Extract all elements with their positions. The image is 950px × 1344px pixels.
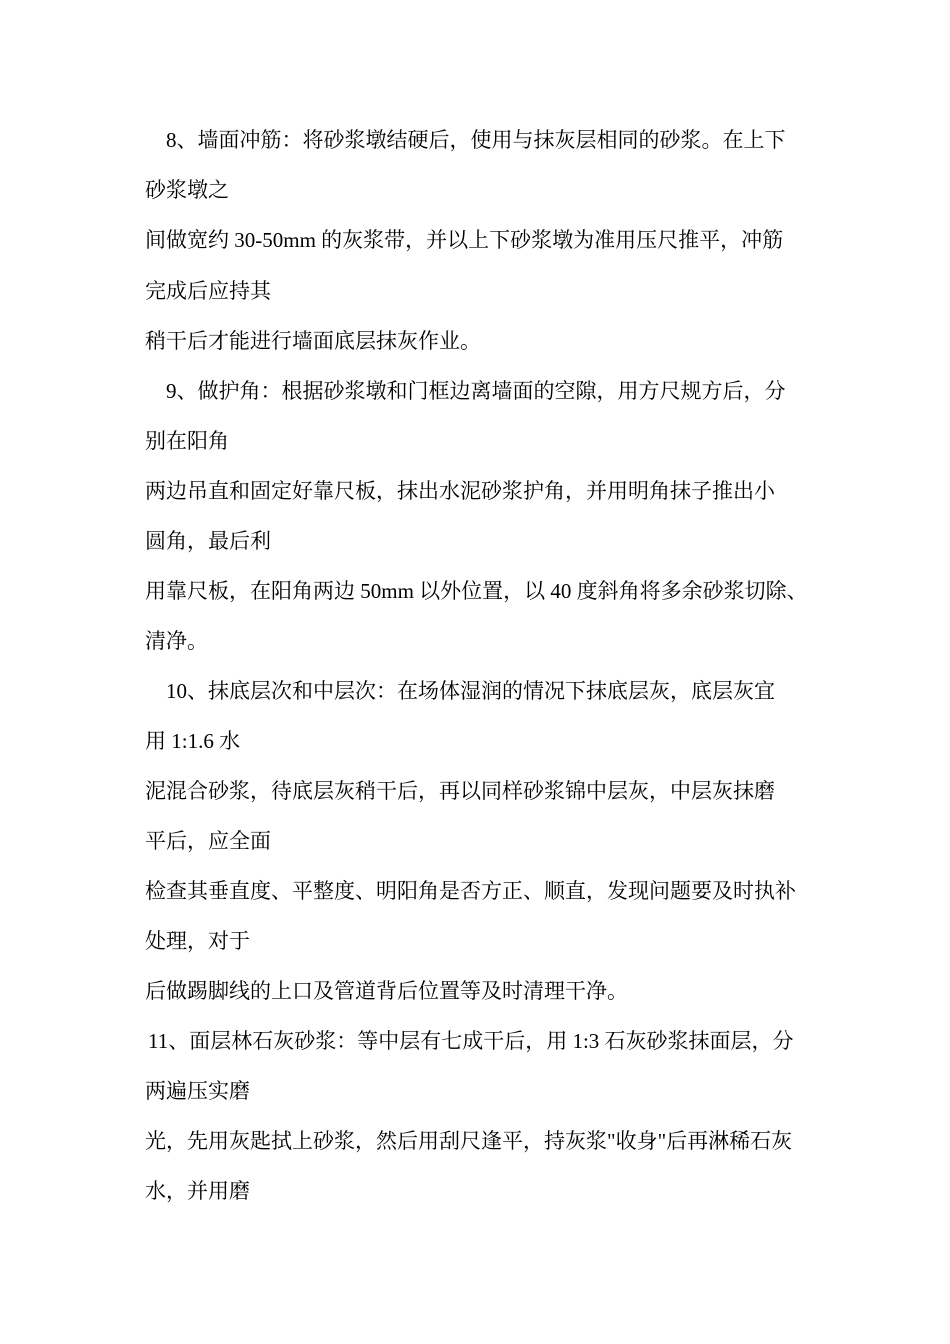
paragraph-10-line-1: 10、抹底层次和中层次：在场体湿润的情况下抹底层灰，底层灰宜 [166,679,775,703]
paragraph-10-line-2: 用 1:1.6 水 [145,729,241,753]
paragraph-9-line-4: 圆角，最后利 [145,529,271,553]
paragraph-9-line-1: 9、做护角：根据砂浆墩和门框边离墙面的空隙，用方尺规方后，分 [166,379,786,403]
paragraph-8-line-1: 8、墙面冲筋：将砂浆墩结硬后，使用与抹灰层相同的砂浆。在上下 [166,128,786,152]
paragraph-10-line-6: 处理，对于 [145,929,250,953]
paragraph-9-line-6: 清净。 [145,629,208,653]
paragraph-8-line-2: 砂浆墩之 [145,178,229,202]
paragraph-9-line-5: 用靠尺板，在阳角两边 50mm 以外位置，以 40 度斜角将多余砂浆切除、 [145,579,808,603]
paragraph-8-line-5: 稍干后才能进行墙面底层抹灰作业。 [145,329,481,353]
paragraph-10-line-3: 泥混合砂浆，待底层灰稍干后，再以同样砂浆锦中层灰，中层灰抹磨 [145,779,775,803]
paragraph-8-line-4: 完成后应持其 [145,279,271,303]
paragraph-11-line-4: 水，并用磨 [145,1179,250,1203]
paragraph-10-line-4: 平后，应全面 [145,829,271,853]
paragraph-8-line-3: 间做宽约 30-50mm 的灰浆带，并以上下砂浆墩为准用压尺推平，冲筋 [145,228,784,252]
paragraph-11-line-2: 两遍压实磨 [145,1079,250,1103]
paragraph-10-line-5: 检查其垂直度、平整度、明阳角是否方正、顺直，发现问题要及时执补 [145,879,796,903]
paragraph-11-line-3: 光，先用灰匙拭上砂浆，然后用刮尺逢平，持灰浆"收身"后再淋稀石灰 [145,1129,793,1153]
paragraph-9-line-3: 两边吊直和固定好靠尺板，抹出水泥砂浆护角，并用明角抹子推出小 [145,479,775,503]
paragraph-11-line-1: 11、面层林石灰砂浆：等中层有七成干后，用 1:3 石灰砂浆抹面层，分 [148,1029,794,1053]
paragraph-9-line-2: 别在阳角 [145,429,229,453]
paragraph-10-line-7: 后做踢脚线的上口及管道背后位置等及时清理干净。 [145,979,628,1003]
